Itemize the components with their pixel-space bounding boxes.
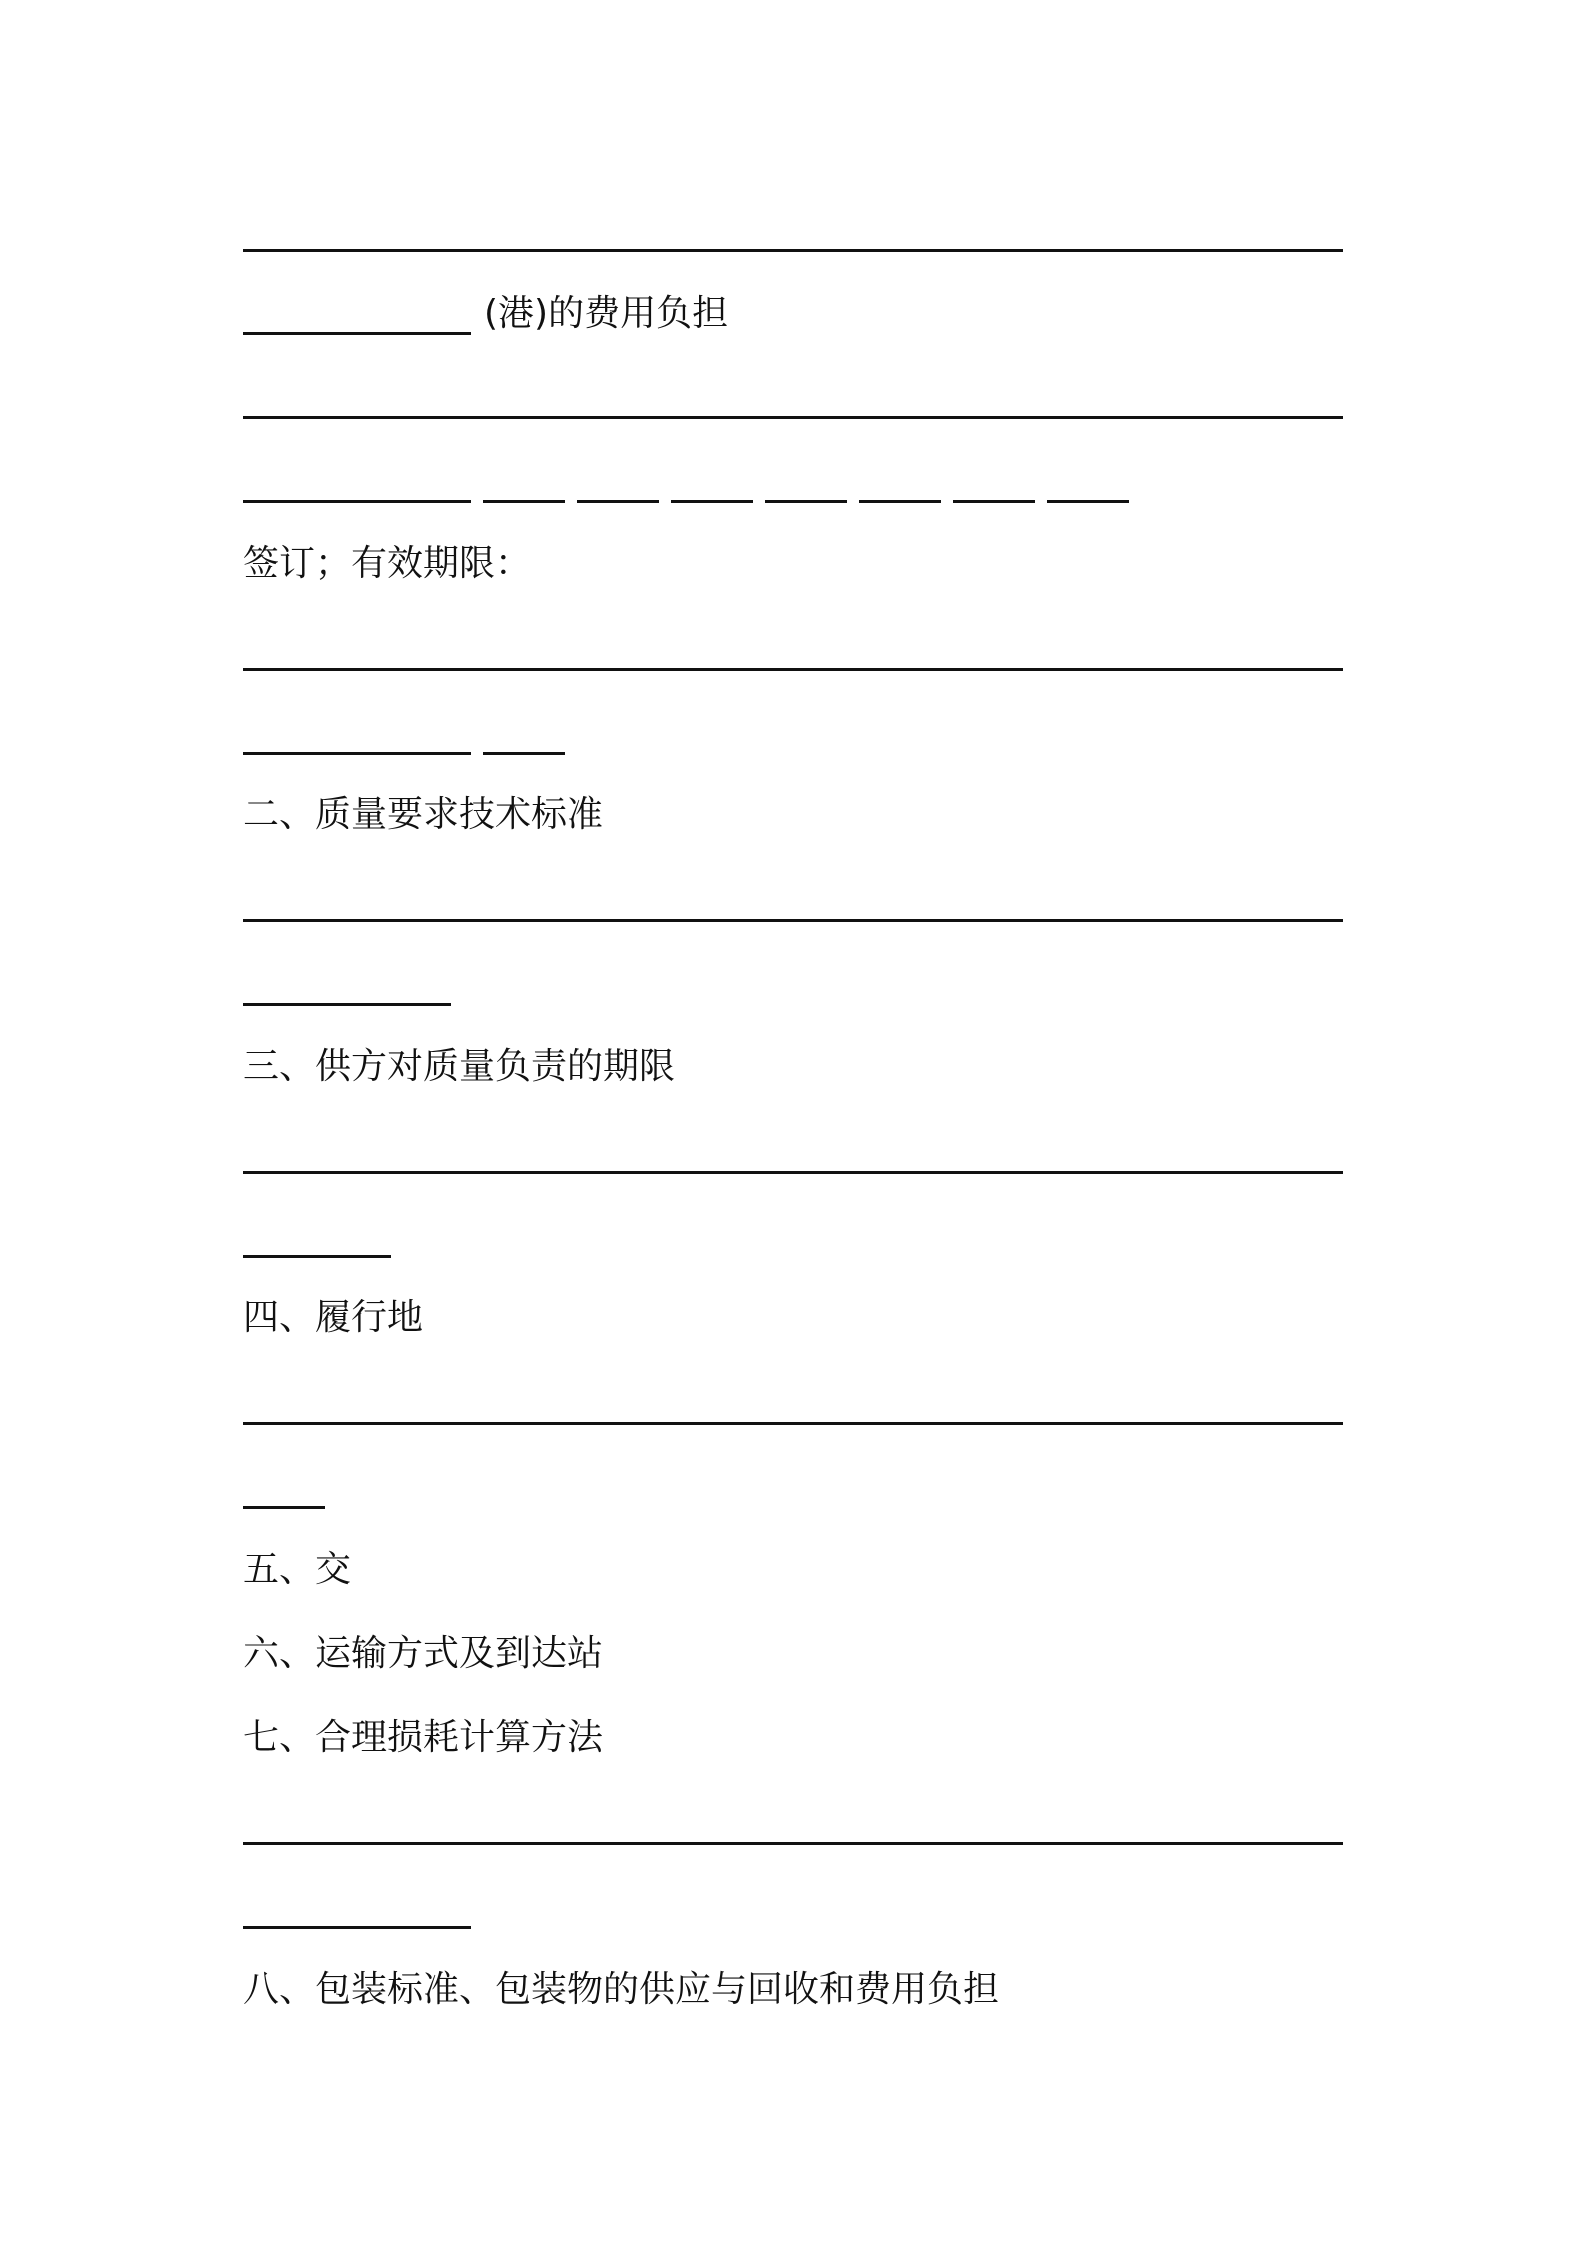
fill-in-blank bbox=[243, 1003, 451, 1006]
section-heading: 八、包装标准、包装物的供应与回收和费用负担 bbox=[243, 1969, 1000, 2010]
fill-in-blank bbox=[243, 416, 1343, 419]
fill-in-blank bbox=[859, 500, 941, 503]
segmented-blank-row bbox=[243, 500, 1129, 503]
fill-in-blank bbox=[243, 500, 471, 503]
fill-in-blank bbox=[243, 249, 1343, 252]
fill-in-blank bbox=[243, 1842, 1343, 1845]
fill-in-blank bbox=[243, 1255, 391, 1258]
fill-in-blank bbox=[243, 1506, 325, 1509]
segmented-blank-row bbox=[243, 752, 565, 755]
fill-in-blank bbox=[483, 752, 565, 755]
fill-in-blank bbox=[243, 1926, 471, 1929]
fill-in-blank bbox=[577, 500, 659, 503]
fill-in-blank bbox=[243, 332, 471, 335]
fill-in-blank bbox=[953, 500, 1035, 503]
section-heading: 五、交 bbox=[243, 1549, 352, 1590]
fill-in-blank bbox=[671, 500, 753, 503]
port-fee-line: (港)的费用负担 bbox=[484, 293, 729, 334]
section-heading: 二、质量要求技术标准 bbox=[243, 794, 604, 835]
fill-in-blank bbox=[1047, 500, 1129, 503]
fill-in-blank bbox=[243, 752, 471, 755]
section-heading: 六、运输方式及到达站 bbox=[243, 1633, 604, 1674]
fill-in-blank bbox=[483, 500, 565, 503]
fill-in-blank bbox=[243, 1171, 1343, 1174]
section-heading: 四、履行地 bbox=[243, 1297, 424, 1338]
fill-in-blank bbox=[243, 919, 1343, 922]
section-heading: 三、供方对质量负责的期限 bbox=[243, 1046, 676, 1087]
fill-in-blank bbox=[243, 668, 1343, 671]
fill-in-blank bbox=[243, 1422, 1343, 1425]
fill-in-blank bbox=[765, 500, 847, 503]
section-heading: 七、合理损耗计算方法 bbox=[243, 1717, 604, 1758]
signing-validity-line: 签订；有效期限： bbox=[243, 543, 532, 584]
